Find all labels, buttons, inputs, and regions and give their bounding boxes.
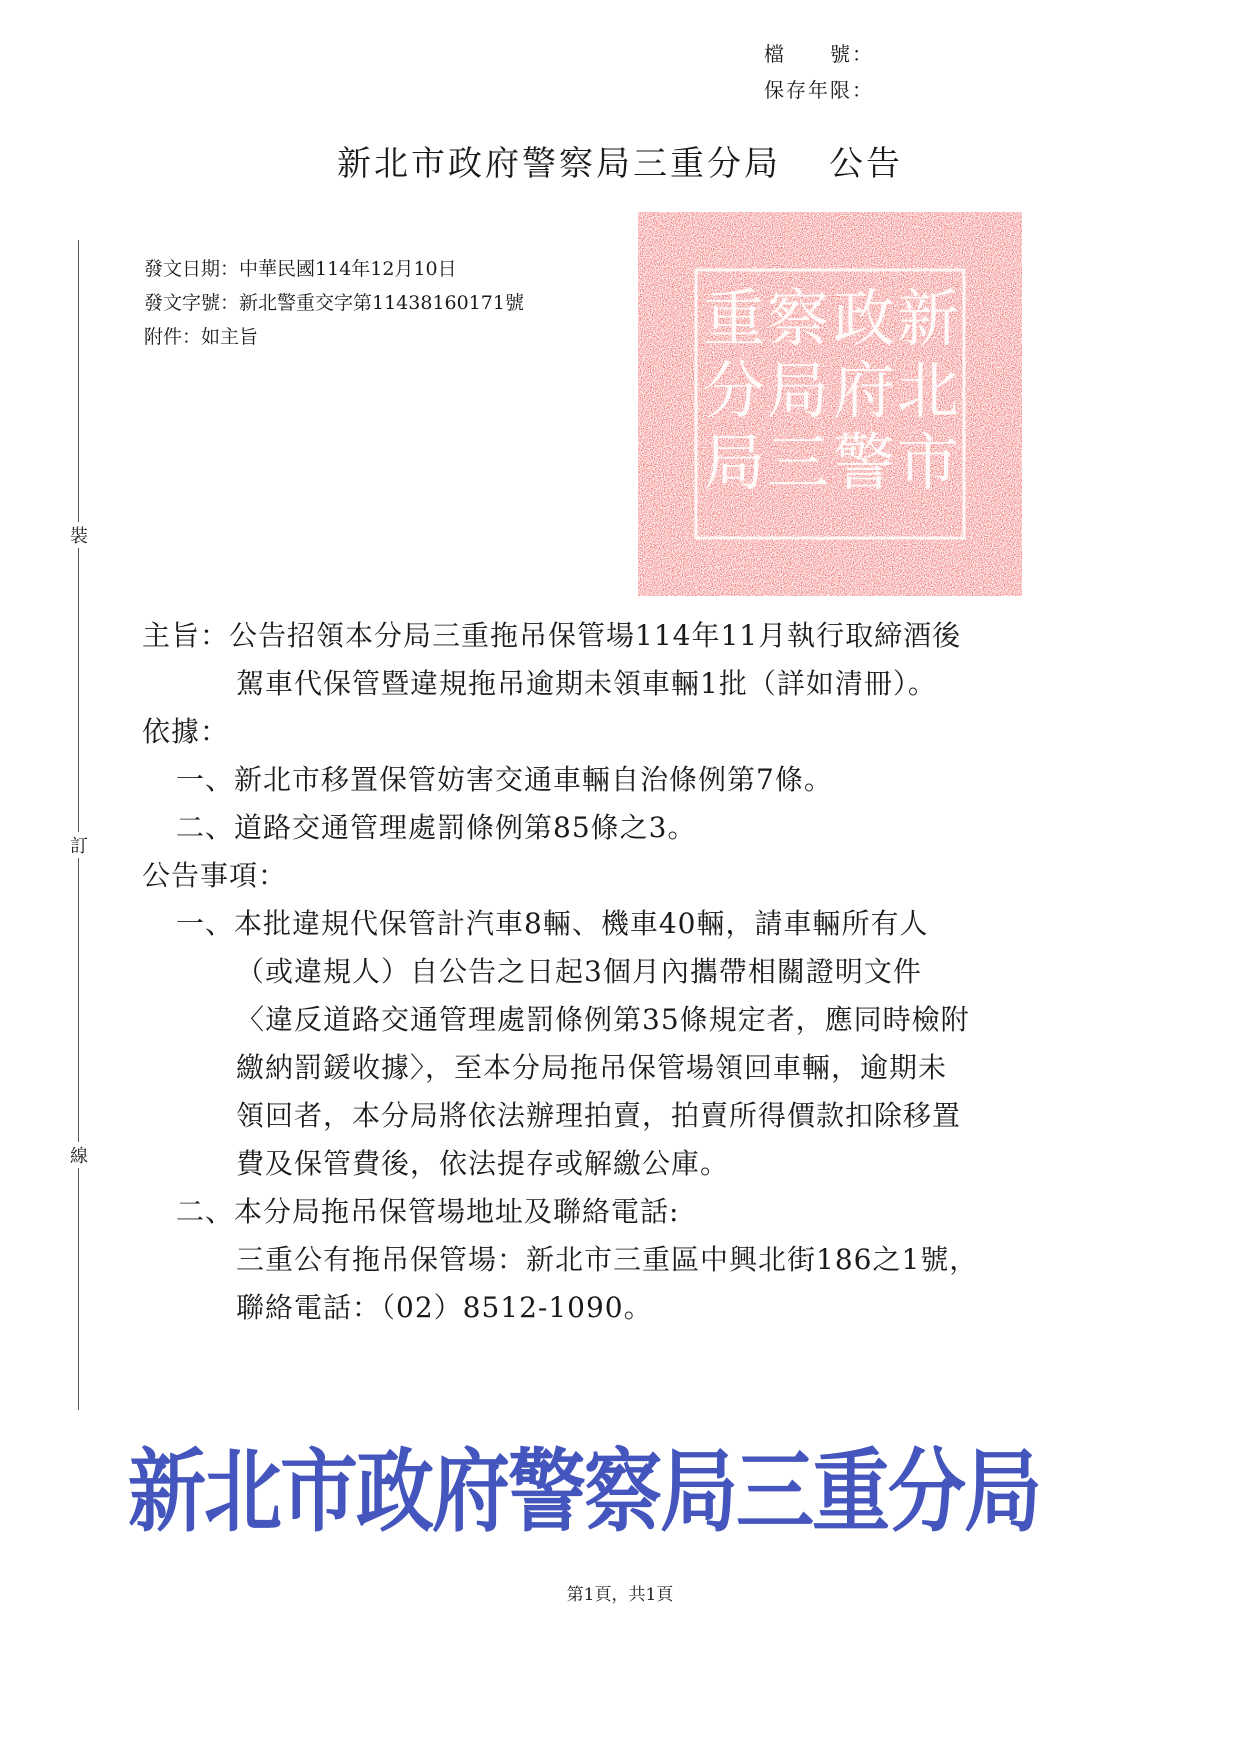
binding-line [78,240,79,1410]
page-title [0,136,1240,185]
notice-item-1-line-2: （或違規人）自公告之日起3個月內攜帶相關證明文件 [236,955,922,988]
notice-item-1-line-5: 領回者，本分局將依法辦理拍賣，拍賣所得價款扣除移置 [236,1099,962,1132]
svg-text:政: 政 [832,282,896,355]
notice-item-1-line-4: 繳納罰鍰收據〉，至本分局拖吊保管場領回車輛，逾期未 [236,1051,948,1084]
svg-text:重: 重 [702,282,766,355]
svg-text:市: 市 [896,426,960,499]
official-seal-icon [638,212,1022,596]
attachment: 附件：如主旨 [144,326,259,348]
notice-item-1-line-1: 一、本批違規代保管計汽車8輛、機車40輛，請車輛所有人 [176,907,929,940]
document-number: 發文字號：新北警重交字第11438160171號 [144,292,524,314]
svg-text:北: 北 [896,354,960,427]
basis-item-2: 二、道路交通管理處罰條例第85條之3。 [176,811,697,844]
issue-date: 發文日期：中華民國114年12月10日 [144,258,457,280]
notice-heading: 公告事項： [142,859,288,892]
svg-text:府: 府 [832,354,896,427]
subject-line-1: 主旨：公告招領本分局三重拖吊保管場114年11月執行取締酒後 [142,619,962,652]
agency-stamp: 新北市政府警察局三重分局 [128,1440,1041,1545]
notice-item-1-line-6: 費及保管費後，依法提存或解繳公庫。 [236,1147,730,1180]
svg-text:警: 警 [832,426,896,499]
svg-text:分: 分 [702,354,766,427]
retention-period-label: 保存年限： [764,78,874,102]
binding-mark-xian: 線 [66,1142,92,1168]
notice-item-2-line-2: 三重公有拖吊保管場：新北市三重區中興北街186之1號， [236,1243,979,1276]
basis-heading: 依據： [142,715,230,748]
title-agency: 新北市政府警察局三重分局 [337,144,781,184]
file-number-label: 檔 號： [764,42,874,66]
notice-item-2-line-3: 聯絡電話：（02）8512-1090。 [236,1291,653,1324]
svg-text:新: 新 [896,282,960,355]
title-doc-type: 公告 [829,144,903,184]
binding-mark-ding: 訂 [66,832,92,858]
svg-text:三: 三 [766,426,830,499]
file-info [764,36,874,108]
notice-item-1-line-3: 〈違反道路交通管理處罰條例第35條規定者，應同時檢附 [236,1003,970,1036]
binding-mark-zhuang: 裝 [66,522,92,548]
notice-item-2-line-1: 二、本分局拖吊保管場地址及聯絡電話: [176,1195,680,1228]
document-meta [144,252,524,354]
page-number: 第1頁，共1頁 [566,1585,674,1605]
subject-line-2: 駕車代保管暨違規拖吊逾期未領車輛1批（詳如清冊）。 [236,667,937,700]
svg-text:局: 局 [766,354,830,427]
svg-text:察: 察 [766,282,830,355]
svg-text:局: 局 [702,426,766,499]
basis-item-1: 一、新北市移置保管妨害交通車輛自治條例第7條。 [176,763,833,796]
